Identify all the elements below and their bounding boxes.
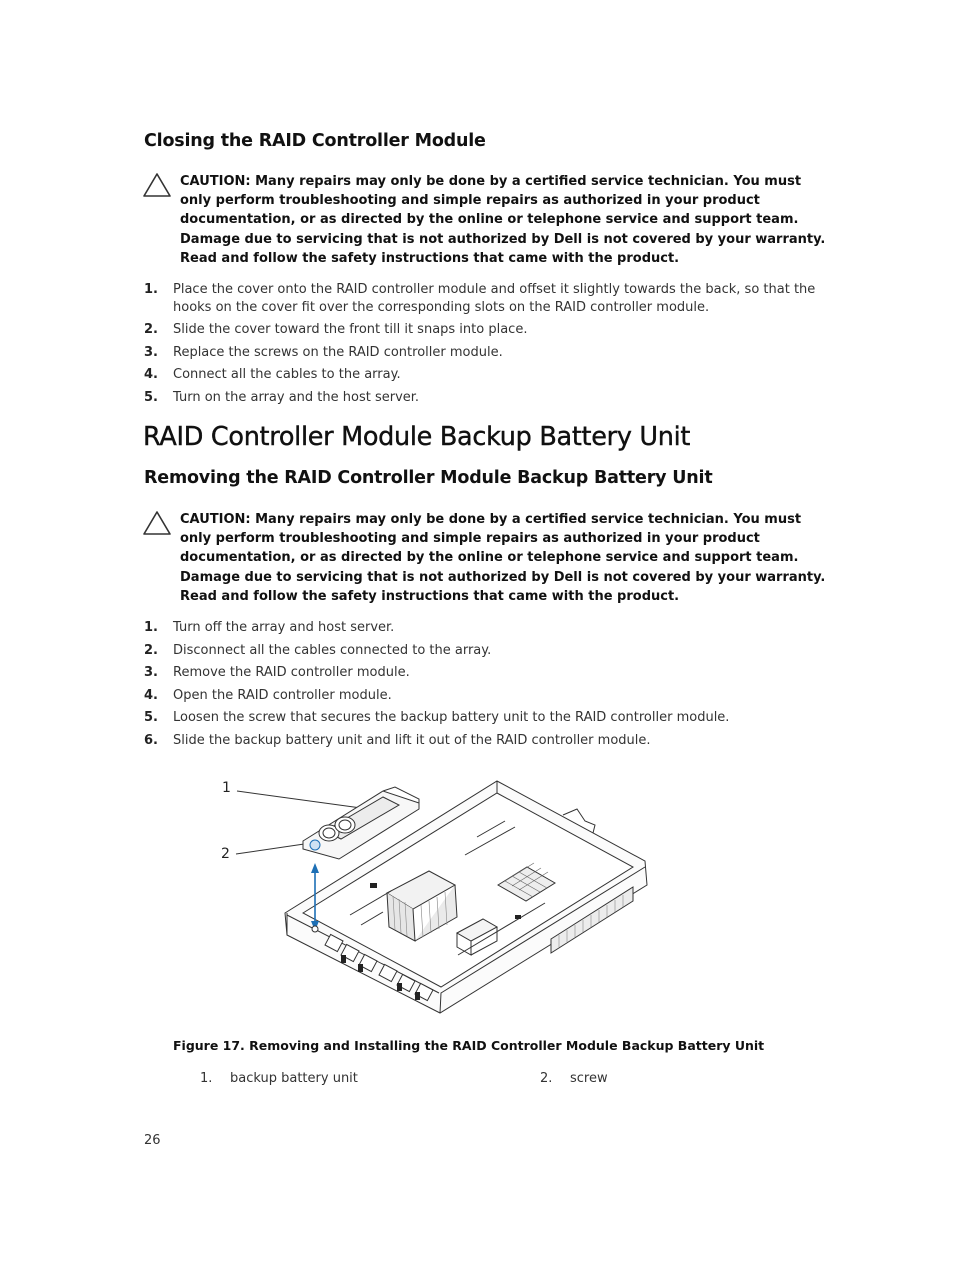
step-text: Slide the cover toward the front till it snaps into place. xyxy=(173,322,528,337)
legend-number: 1. xyxy=(200,1071,213,1086)
list-item xyxy=(144,642,834,660)
callout-label-1: 1 xyxy=(222,780,231,796)
list-item xyxy=(144,366,834,384)
callout-line-1 xyxy=(237,791,361,808)
caution-text: CAUTION: Many repairs may only be done by a certified service technician. You must only perform troubleshooting and simple repairs as authorized in your product documentation, or as directed by the online or telephone service and support team. Damage due to servicing that is not authorized by Dell is not covered by your warranty. Read and follow the safety instructions that came with the product. xyxy=(180,512,826,604)
list-item xyxy=(144,619,834,637)
section-heading-removing: Removing the RAID Controller Module Backup Battery Unit xyxy=(144,468,713,488)
list-item xyxy=(144,344,834,362)
caution-notice xyxy=(142,172,842,272)
legend-label: backup battery unit xyxy=(230,1071,358,1086)
step-text: Remove the RAID controller module. xyxy=(173,665,410,681)
callout-label-2: 2 xyxy=(221,846,230,862)
caution-text: CAUTION: Many repairs may only be done by a certified service technician. You must only perform troubleshooting and simple repairs as authorized in your product documentation, or as directed by the online or telephone service and support team. Damage due to servicing that is not authorized by Dell is not covered by your warranty. Read and follow the safety instructions that came with the product. xyxy=(180,174,826,266)
step-number: 2. xyxy=(144,322,158,337)
caution-icon xyxy=(142,510,172,536)
step-number: 5. xyxy=(144,389,158,405)
list-item xyxy=(144,321,834,339)
list-item xyxy=(144,389,834,407)
step-text: Loosen the screw that secures the backup battery unit to the RAID controller module. xyxy=(173,710,730,726)
step-text: Turn on the array and the host server. xyxy=(173,389,420,405)
step-number: 4. xyxy=(144,687,158,703)
step-text: Turn off the array and host server. xyxy=(173,620,395,635)
step-text: Slide the backup battery unit and lift it out of the RAID controller module. xyxy=(173,732,651,748)
step-text: Disconnect all the cables connected to the array. xyxy=(173,642,492,658)
closing-steps-list xyxy=(144,281,834,407)
figure-battery-unit xyxy=(215,775,655,1025)
chapter-title: RAID Controller Module Backup Battery Unit xyxy=(143,422,691,452)
legend-number: 2. xyxy=(540,1071,553,1086)
step-text: Open the RAID controller module. xyxy=(173,687,392,703)
caution-icon xyxy=(142,172,172,198)
step-text: Connect all the cables to the array. xyxy=(173,367,401,382)
figure-caption: Figure 17. Removing and Installing the RAID Controller Module Backup Battery Unit xyxy=(173,1038,765,1053)
step-text: Place the cover onto the RAID controller module and offset it slightly towards the back, so that the hooks on the cover fit over the corresponding slots on the RAID controller module. xyxy=(173,282,816,315)
step-number: 2. xyxy=(144,642,158,658)
legend-item-2 xyxy=(540,1071,608,1086)
step-number: 5. xyxy=(144,710,158,726)
step-number: 4. xyxy=(144,367,158,382)
list-item xyxy=(144,709,834,727)
step-number: 3. xyxy=(144,665,158,681)
step-number: 6. xyxy=(144,732,158,748)
list-item xyxy=(144,664,834,682)
legend-item-1 xyxy=(200,1071,358,1086)
section-heading-closing: Closing the RAID Controller Module xyxy=(144,131,486,151)
callout-line-2 xyxy=(236,843,311,854)
page-number: 26 xyxy=(144,1133,161,1148)
list-item xyxy=(144,732,834,750)
list-item xyxy=(144,281,834,317)
step-number: 1. xyxy=(144,282,158,297)
raid-module-illustration xyxy=(215,775,655,1025)
step-text: Replace the screws on the RAID controller module. xyxy=(173,344,503,360)
legend-label: screw xyxy=(570,1071,608,1086)
step-number: 1. xyxy=(144,620,158,635)
step-number: 3. xyxy=(144,344,158,360)
caution-notice xyxy=(142,510,842,610)
screw-hole xyxy=(312,926,318,932)
list-item xyxy=(144,687,834,705)
removing-steps-list xyxy=(144,619,834,750)
